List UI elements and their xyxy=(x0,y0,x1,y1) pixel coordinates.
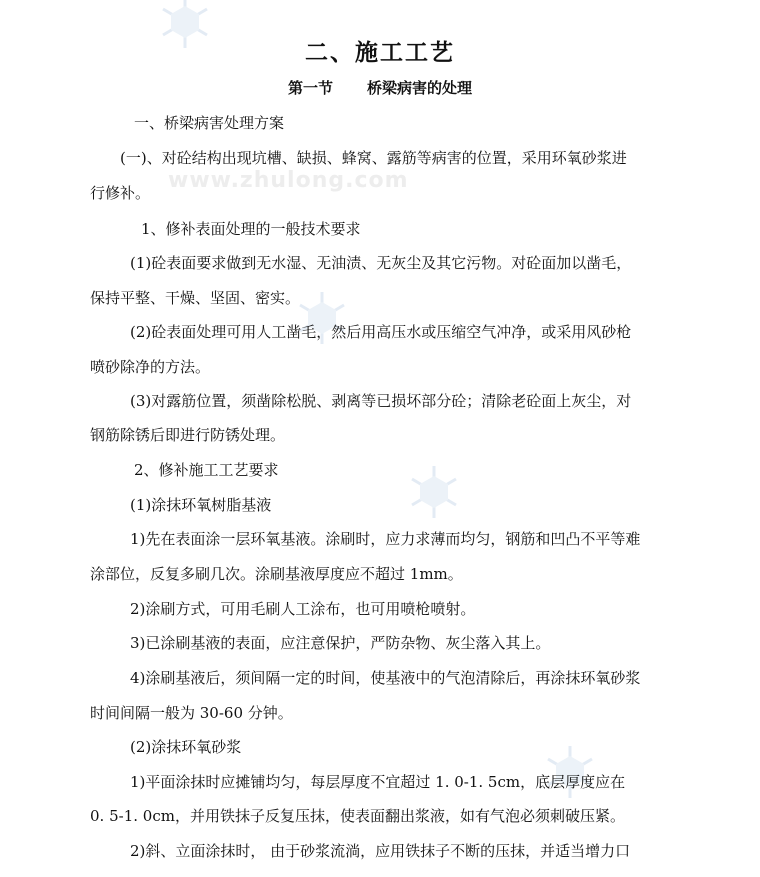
section-heading xyxy=(0,77,760,98)
text-line: 行修补。 xyxy=(90,184,151,202)
text-line: (2)砼表面处理可用人工凿毛，然后用高压水或压缩空气冲净，或采用风砂枪 xyxy=(130,323,632,341)
text-line: 1、修补表面处理的一般技术要求 xyxy=(141,220,361,238)
text-line: (1)涂抹环氧树脂基液 xyxy=(130,496,272,514)
text-line: 2)涂刷方式，可用毛刷人工涂布，也可用喷枪喷射。 xyxy=(130,600,476,618)
text-line: 保持平整、干燥、坚固、密实。 xyxy=(90,289,301,307)
page-title: 二、施工工艺 xyxy=(305,39,455,66)
text-line: (2)涂抹环氧砂浆 xyxy=(130,738,242,756)
section-title: 桥梁病害的处理 xyxy=(367,79,473,97)
text-line: 3)已涂刷基液的表面，应注意保护，严防杂物、灰尘落入其上。 xyxy=(130,634,551,652)
text-line: (一)、对砼结构出现坑槽、缺损、蜂窝、露筋等病害的位置，采用环氧砂浆进 xyxy=(120,149,627,167)
text-line: 时间间隔一般为 30-60 分钟。 xyxy=(90,704,293,722)
text-line: 2)斜、立面涂抹时， 由于砂浆流淌，应用铁抹子不断的压抹，并适当增力口 xyxy=(130,842,631,860)
section-number: 第一节 xyxy=(287,79,333,97)
text-line: (1)砼表面要求做到无水湿、无油渍、无灰尘及其它污物。对砼面加以凿毛， xyxy=(130,254,632,272)
watermark-text: www.zhulong.com xyxy=(168,168,409,193)
text-line: 0. 5-1. 0cm，并用铁抹子反复压抹，使表面翻出浆液，如有气泡必须刺破压紧。 xyxy=(90,807,625,825)
text-line: 1)平面涂抹时应摊铺均匀，每层厚度不宜超过 1. 0-1. 5cm，底层厚度应在 xyxy=(130,773,626,791)
text-line: 涂部位，反复多刷几次。涂刷基液厚度应不超过 1mm。 xyxy=(90,565,463,583)
text-line: 喷砂除净的方法。 xyxy=(90,358,211,376)
text-line: 一、桥梁病害处理方案 xyxy=(134,114,285,132)
text-line: 4)涂刷基液后，须间隔一定的时间，使基液中的气泡清除后，再涂抹环氧砂浆 xyxy=(130,669,641,687)
watermark-snowflake-icon xyxy=(404,462,464,522)
text-line: 钢筋除锈后即进行防锈处理。 xyxy=(90,426,286,444)
text-line: 2、修补施工工艺要求 xyxy=(134,461,279,479)
text-line: 1)先在表面涂一层环氧基液。涂刷时，应力求薄而均匀，钢筋和凹凸不平等难 xyxy=(130,530,641,548)
text-line: (3)对露筋位置，须凿除松脱、剥离等已损坏部分砼；清除老砼面上灰尘，对 xyxy=(130,392,632,410)
